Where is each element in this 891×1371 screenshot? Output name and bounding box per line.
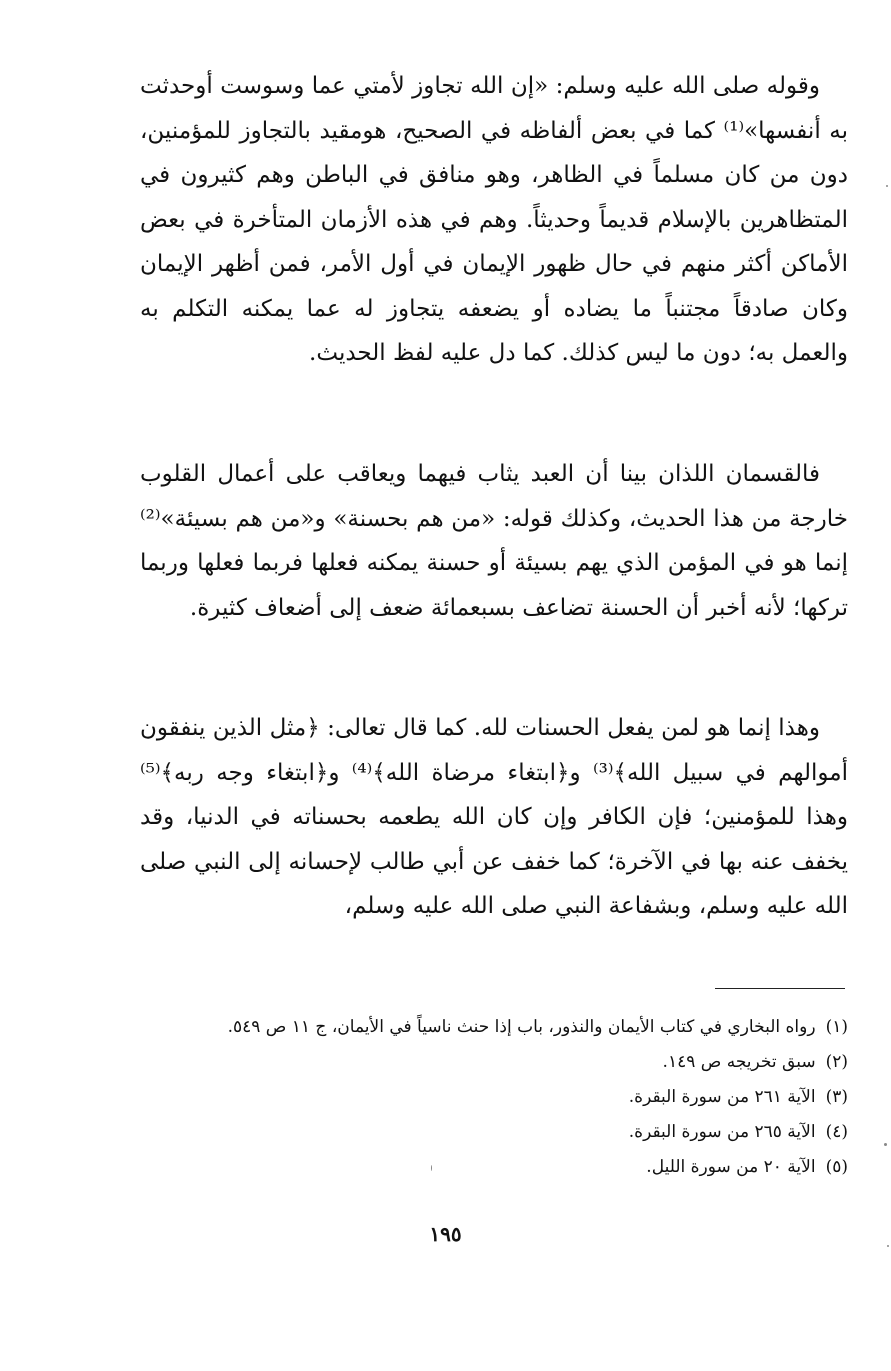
footnote-1 xyxy=(120,1010,848,1045)
footnotes-list xyxy=(120,1010,848,1185)
footnote-number: (٣) xyxy=(825,1087,848,1107)
footnote-text: سبق تخريجه ص ١٤٩. xyxy=(662,1052,816,1072)
footnote-3 xyxy=(120,1080,848,1115)
footnote-number: (١) xyxy=(825,1017,848,1037)
footnote-number: (٢) xyxy=(825,1052,848,1072)
paragraph-3: وهذا إنما هو لمن يفعل الحسنات لله. كما قال تعالى: ﴿مثل الذين ينفقون أموالهم في سبيل الله﴾⁽³⁾ و﴿ابتغاء مرضاة الله﴾⁽⁴⁾ و﴿ابتغاء وجه ربه﴾⁽⁵⁾ وهذا للمؤمنين؛ فإن الكافر وإن كان الله يطعمه بحسناته في الدنيا، وقد يخفف عنه بها في الآخرة؛ كما خفف عن أبي طالب لإحسانه إلى النبي صلى الله عليه وسلم، وبشفاعة النبي صلى الله عليه وسلم، xyxy=(140,715,848,919)
footnote-number: (٥) xyxy=(825,1157,848,1177)
paragraph-2: فالقسمان اللذان بينا أن العبد يثاب فيهما ويعاقب على أعمال القلوب خارجة من هذا الحديث، وكذلك قوله: «من هم بحسنة» و«من هم بسيئة»⁽²⁾ إنما هو في المؤمن الذي يهم بسيئة أو حسنة يمكنه فعلها فربما فعلها وربما تركها؛ لأنه أخبر أن الحسنة تضاعف بسبعمائة ضعف إلى أضعاف كثيرة. xyxy=(140,461,848,621)
footnote-text: الآية ٢٠ من سورة الليل. xyxy=(646,1157,816,1177)
footnote-text: رواه البخاري في كتاب الأيمان والنذور، باب إذا حنث ناسياً في الأيمان، ج ١١ ص ٥٤٩. xyxy=(227,1017,816,1037)
page-number: ١٩٥ xyxy=(429,1222,462,1246)
footnote-5 xyxy=(120,1150,848,1185)
scan-speck xyxy=(886,185,888,187)
scan-speck xyxy=(431,1165,432,1171)
scan-speck xyxy=(887,1245,889,1247)
footnote-separator xyxy=(715,988,845,989)
footnote-number: (٤) xyxy=(825,1122,848,1142)
footnote-text: الآية ٢٦١ من سورة البقرة. xyxy=(628,1087,816,1107)
paragraph-1: وقوله صلى الله عليه وسلم: «إن الله تجاوز لأمتي عما وسوست أوحدثت به أنفسها»⁽¹⁾ كما في بعض ألفاظه في الصحيح، هومقيد بالتجاوز للمؤمنين، دون من كان مسلماً في الظاهر، وهو منافق في الباطن وهم كثيرون في المتظاهرين بالإسلام قديماً وحديثاً. وهم في هذه الأزمان المتأخرة في بعض الأماكن أكثر منهم في حال ظهور الإيمان في أول الأمر، فمن أظهر الإيمان وكان صادقاً مجتنباً ما يضاده أو يضعفه يتجاوز له عما يمكنه التكلم به والعمل به؛ دون ما ليس كذلك. كما دل عليه لفظ الحديث. xyxy=(140,73,849,366)
footnote-2 xyxy=(120,1045,848,1080)
footnote-4 xyxy=(120,1115,848,1150)
scan-speck xyxy=(884,1143,887,1146)
footnote-text: الآية ٢٦٥ من سورة البقرة. xyxy=(628,1122,816,1142)
